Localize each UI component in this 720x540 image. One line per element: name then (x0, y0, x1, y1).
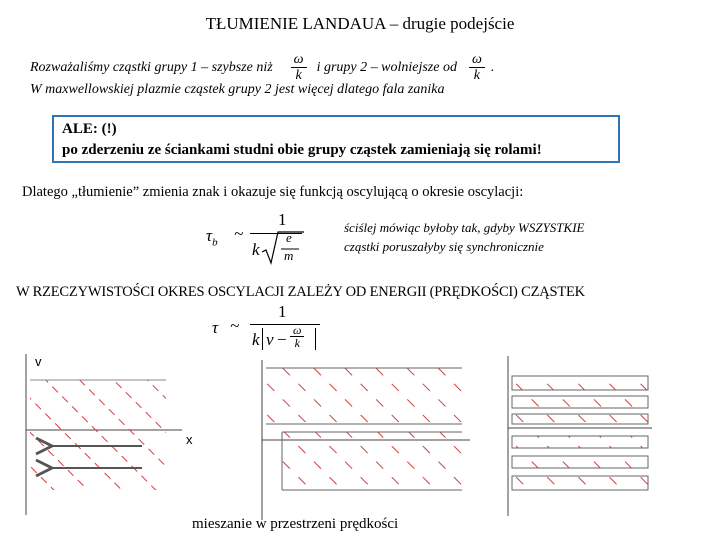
diagram3-band-2 (512, 396, 648, 408)
formula1-e: e (286, 230, 292, 245)
intro-line-2: W maxwellowskiej plazmie cząstek grupy 2 jest więcej dlatego fala zanika (30, 82, 445, 97)
ale-callout-box (52, 115, 620, 163)
diagram3-band-4 (512, 436, 648, 448)
fraction-numerator-2: ω (469, 52, 485, 68)
sqrt-sign-icon (262, 230, 304, 266)
formula1-tau: τ (206, 226, 213, 245)
diagram3-band-6 (512, 476, 648, 490)
ale-heading: ALE: (!) (62, 121, 117, 137)
fraction-denominator: k (295, 68, 302, 83)
page-title: TŁUMIENIE LANDAUA – drugie podejście (205, 14, 515, 33)
reality-text: W RZECZYWISTOŚCI OKRES OSCYLACJI ZALEŻY OD ENERGII (PRĘDKOŚCI) CZĄSTEK (16, 284, 585, 300)
note-line-2: cząstki poruszałyby się synchronicznie (344, 239, 544, 254)
intro-text-a: Rozważaliśmy cząstki grupy 1 – szybsze niż (30, 60, 273, 76)
diagram1-top-region (30, 380, 166, 430)
intro-period: . (490, 60, 495, 76)
formula2-kden: k (294, 336, 300, 350)
formula2-v: v (266, 330, 274, 349)
fraction-denominator-2: k (473, 68, 480, 83)
omega-over-k-fraction-2 (469, 52, 485, 83)
formula1-k: k (252, 240, 260, 259)
formula2-fraction-bar (250, 324, 320, 325)
diagram3-band-5 (512, 456, 648, 468)
diagram-1 (26, 354, 193, 515)
axis-v-label: v (35, 354, 42, 369)
formula1-m: m (284, 248, 294, 263)
omega-over-k-fraction (291, 52, 307, 83)
ale-text: po zderzeniu ze ściankami studni obie grupy cząstek zamieniają się rolami! (62, 142, 542, 158)
diagram2-upper-band (266, 368, 462, 424)
phase-space-diagrams (0, 340, 720, 520)
diagram3-band-1 (512, 376, 648, 390)
formula1-sim: ~ (234, 224, 244, 243)
formula2-k: k (252, 330, 260, 349)
intro-text-b: i grupy 2 – wolniejsze od (316, 60, 457, 76)
therefore-text: Dlatego „tłumienie” zmienia znak i okazuje się funkcją oscylującą o okresie oscylacji: (22, 184, 524, 200)
formula-tau-b (206, 210, 326, 266)
formula2-omega: ω (290, 324, 304, 337)
diagram1-bottom-region (30, 430, 166, 490)
diagram-caption: mieszanie w przestrzeni prędkości (192, 516, 399, 532)
formula2-tau: τ (212, 318, 219, 337)
axis-x-label: x (186, 432, 193, 447)
formula2-minus: − (276, 330, 288, 349)
diagram-2 (262, 360, 470, 520)
intro-line-1 (30, 52, 494, 83)
diagram-3 (508, 356, 652, 516)
formula1-sub-b: b (212, 236, 218, 249)
fraction-numerator: ω (291, 52, 307, 68)
formula2-numerator: 1 (278, 302, 287, 321)
formula1-numerator: 1 (278, 210, 287, 229)
note-line-1: ściślej mówiąc byłoby tak, gdyby WSZYSTKIE (344, 220, 585, 235)
formula2-sim: ~ (230, 316, 240, 335)
diagram2-lower-band (282, 432, 462, 490)
diagram3-band-3 (512, 414, 648, 424)
